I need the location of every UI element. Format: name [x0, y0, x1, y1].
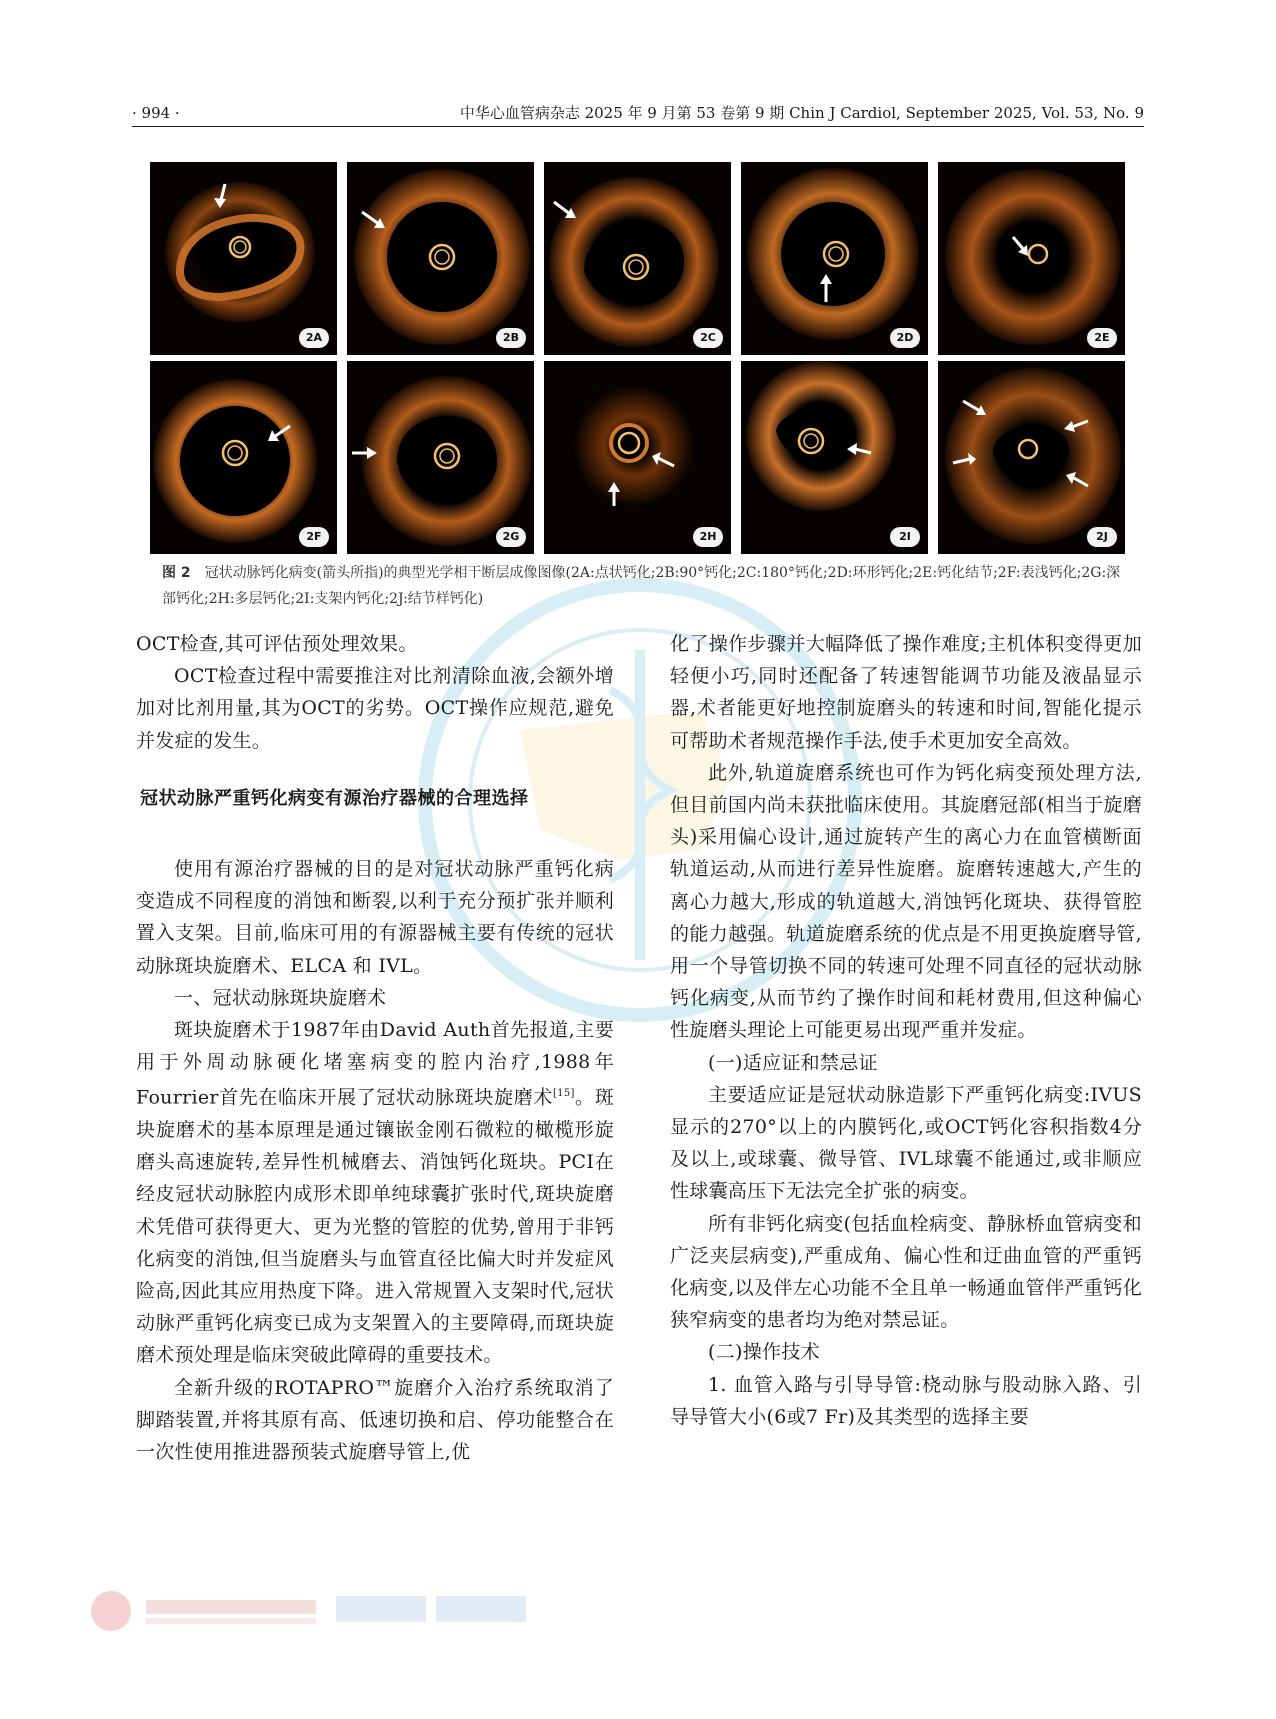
- page-header: [0, 0, 1276, 140]
- oct-panel-2c: [544, 162, 731, 355]
- oct-panel-2f: [150, 361, 337, 554]
- panel-label: 2E: [1087, 328, 1117, 348]
- panel-label: 2A: [299, 328, 329, 348]
- oct-panel-2d: [741, 162, 928, 355]
- panel-label: 2B: [496, 328, 526, 348]
- paragraph: 1. 血管入路与引导导管:桡动脉与股动脉入路、引导导管大小(6或7 Fr)及其类型的选择主要: [670, 1373, 1142, 1428]
- panel-label: 2C: [693, 328, 723, 348]
- left-column: [136, 628, 614, 1468]
- paragraph: OCT检查过程中需要推注对比剂清除血液,会额外增加对比剂用量,其为OCT的劣势。OCT操作应规范,避免并发症的发生。: [136, 665, 614, 752]
- caption-text: 冠状动脉钙化病变(箭头所指)的典型光学相干断层成像图像(2A:点状钙化;2B:90°钙化;2C:180°钙化;2D:环形钙化;2E:钙化结节;2F:表浅钙化;2G:深部钙化;2H:多层钙化;2I:支架内钙化;2J:结节样钙化): [162, 565, 1121, 607]
- caption-label: 图 2: [162, 565, 191, 581]
- page-number: · 994 ·: [132, 104, 180, 122]
- oct-panel-2e: [938, 162, 1125, 355]
- paragraph-part: 。斑块旋磨术的基本原理是通过镶嵌金刚石微粒的橄榄形旋磨头高速旋转,差异性机械磨去、消蚀钙化斑块。PCI在经皮冠状动脉腔内成形术即单纯球囊扩张时代,斑块旋磨术凭借可获得更大、更为光整的管腔的优势,曾用于非钙化病变的消蚀,但当旋磨头与血管直径比偏大时并发症风险高,因此其应用热度下降。进入常规置入支架时代,冠状动脉严重钙化病变已成为支架置入的主要障碍,而斑块旋磨术预处理是临床突破此障碍的重要技术。: [136, 1086, 614, 1367]
- oct-panel-2h: [544, 361, 731, 554]
- paragraph: 全新升级的ROTAPRO™旋磨介入治疗系统取消了脚踏装置,并将其原有高、低速切换和启、停功能整合在一次性使用推进器预装式旋磨导管上,优: [136, 1376, 614, 1463]
- oct-panel-2a: [150, 162, 337, 355]
- paragraph-part: 斑块旋磨术于1987年由David Auth首先报道,主要用于外周动脉硬化堵塞病变的腔内治疗,1988年Fourrier首先在临床开展了冠状动脉斑块旋磨术: [136, 1019, 614, 1109]
- figure-caption: [162, 560, 1122, 612]
- panel-label: 2G: [496, 527, 526, 547]
- paragraph: 此外,轨道旋磨系统也可作为钙化病变预处理方法,但目前国内尚未获批临床使用。其旋磨冠部(相当于旋磨头)采用偏心设计,通过旋转产生的离心力在血管横断面轨道运动,从而进行差异性旋磨。旋磨转速越大,产生的离心力越大,形成的轨道越大,消蚀钙化斑块、获得管腔的能力越强。轨道旋磨系统的优点是不用更换旋磨导管,用一个导管切换不同的转速可处理不同直径的冠状动脉钙化病变,从而节约了操作时间和耗材费用,但这种偏心性旋磨头理论上可能更易出现严重并发症。: [670, 761, 1142, 1042]
- subheading: (一)适应证和禁忌证: [708, 1051, 878, 1074]
- oct-panel-2i: [741, 361, 928, 554]
- panel-label: 2I: [890, 527, 920, 547]
- publisher-watermark-icon: [86, 1586, 566, 1636]
- panel-label: 2J: [1087, 527, 1117, 547]
- subheading: 一、冠状动脉斑块旋磨术: [174, 986, 387, 1009]
- reference-citation: [15]: [552, 1088, 575, 1100]
- paragraph: 所有非钙化病变(包括血栓病变、静脉桥血管病变和广泛夹层病变),严重成角、偏心性和迂曲血管的严重钙化病变,以及伴左心功能不全且单一畅通血管伴严重钙化狭窄病变的患者均为绝对禁忌证。: [670, 1212, 1142, 1332]
- journal-citation: 中华心血管病杂志 2025 年 9 月第 53 卷第 9 期 Chin J Cardiol, September 2025, Vol. 53, No. 9: [459, 104, 1144, 122]
- panel-label: 2D: [890, 328, 920, 348]
- paragraph: 使用有源治疗器械的目的是对冠状动脉严重钙化病变造成不同程度的消蚀和断裂,以利于充分预扩张并顺利置入支架。目前,临床可用的有源器械主要有传统的冠状动脉斑块旋磨术、ELCA 和 IVL。: [136, 858, 614, 977]
- paragraph: OCT检查,其可评估预处理效果。: [136, 633, 418, 655]
- right-column: [670, 628, 1142, 1433]
- panel-label: 2F: [299, 527, 329, 547]
- oct-panel-2g: [347, 361, 534, 554]
- paragraph: 主要适应证是冠状动脉造影下严重钙化病变:IVUS显示的270°以上的内膜钙化,或OCT钙化容积指数4分及以上,或球囊、微导管、IVL球囊不能通过,或非顺应性球囊高压下无法完全扩张的病变。: [670, 1083, 1142, 1203]
- panel-label: 2H: [693, 527, 723, 547]
- paragraph: 化了操作步骤并大幅降低了操作难度;主机体积变得更加轻便小巧,同时还配备了转速智能调节功能及液晶显示器,术者能更好地控制旋磨头的转速和时间,智能化提示可帮助术者规范操作手法,使手术更加安全高效。: [670, 633, 1142, 752]
- subheading: (二)操作技术: [708, 1341, 820, 1364]
- oct-panel-2j: [938, 361, 1125, 554]
- paragraph: [136, 1014, 614, 1372]
- section-heading: 冠状动脉严重钙化病变有源治疗器械的合理选择: [140, 787, 529, 809]
- oct-figure: [150, 162, 1127, 554]
- header-rule: [132, 126, 1144, 127]
- oct-panel-2b: [347, 162, 534, 355]
